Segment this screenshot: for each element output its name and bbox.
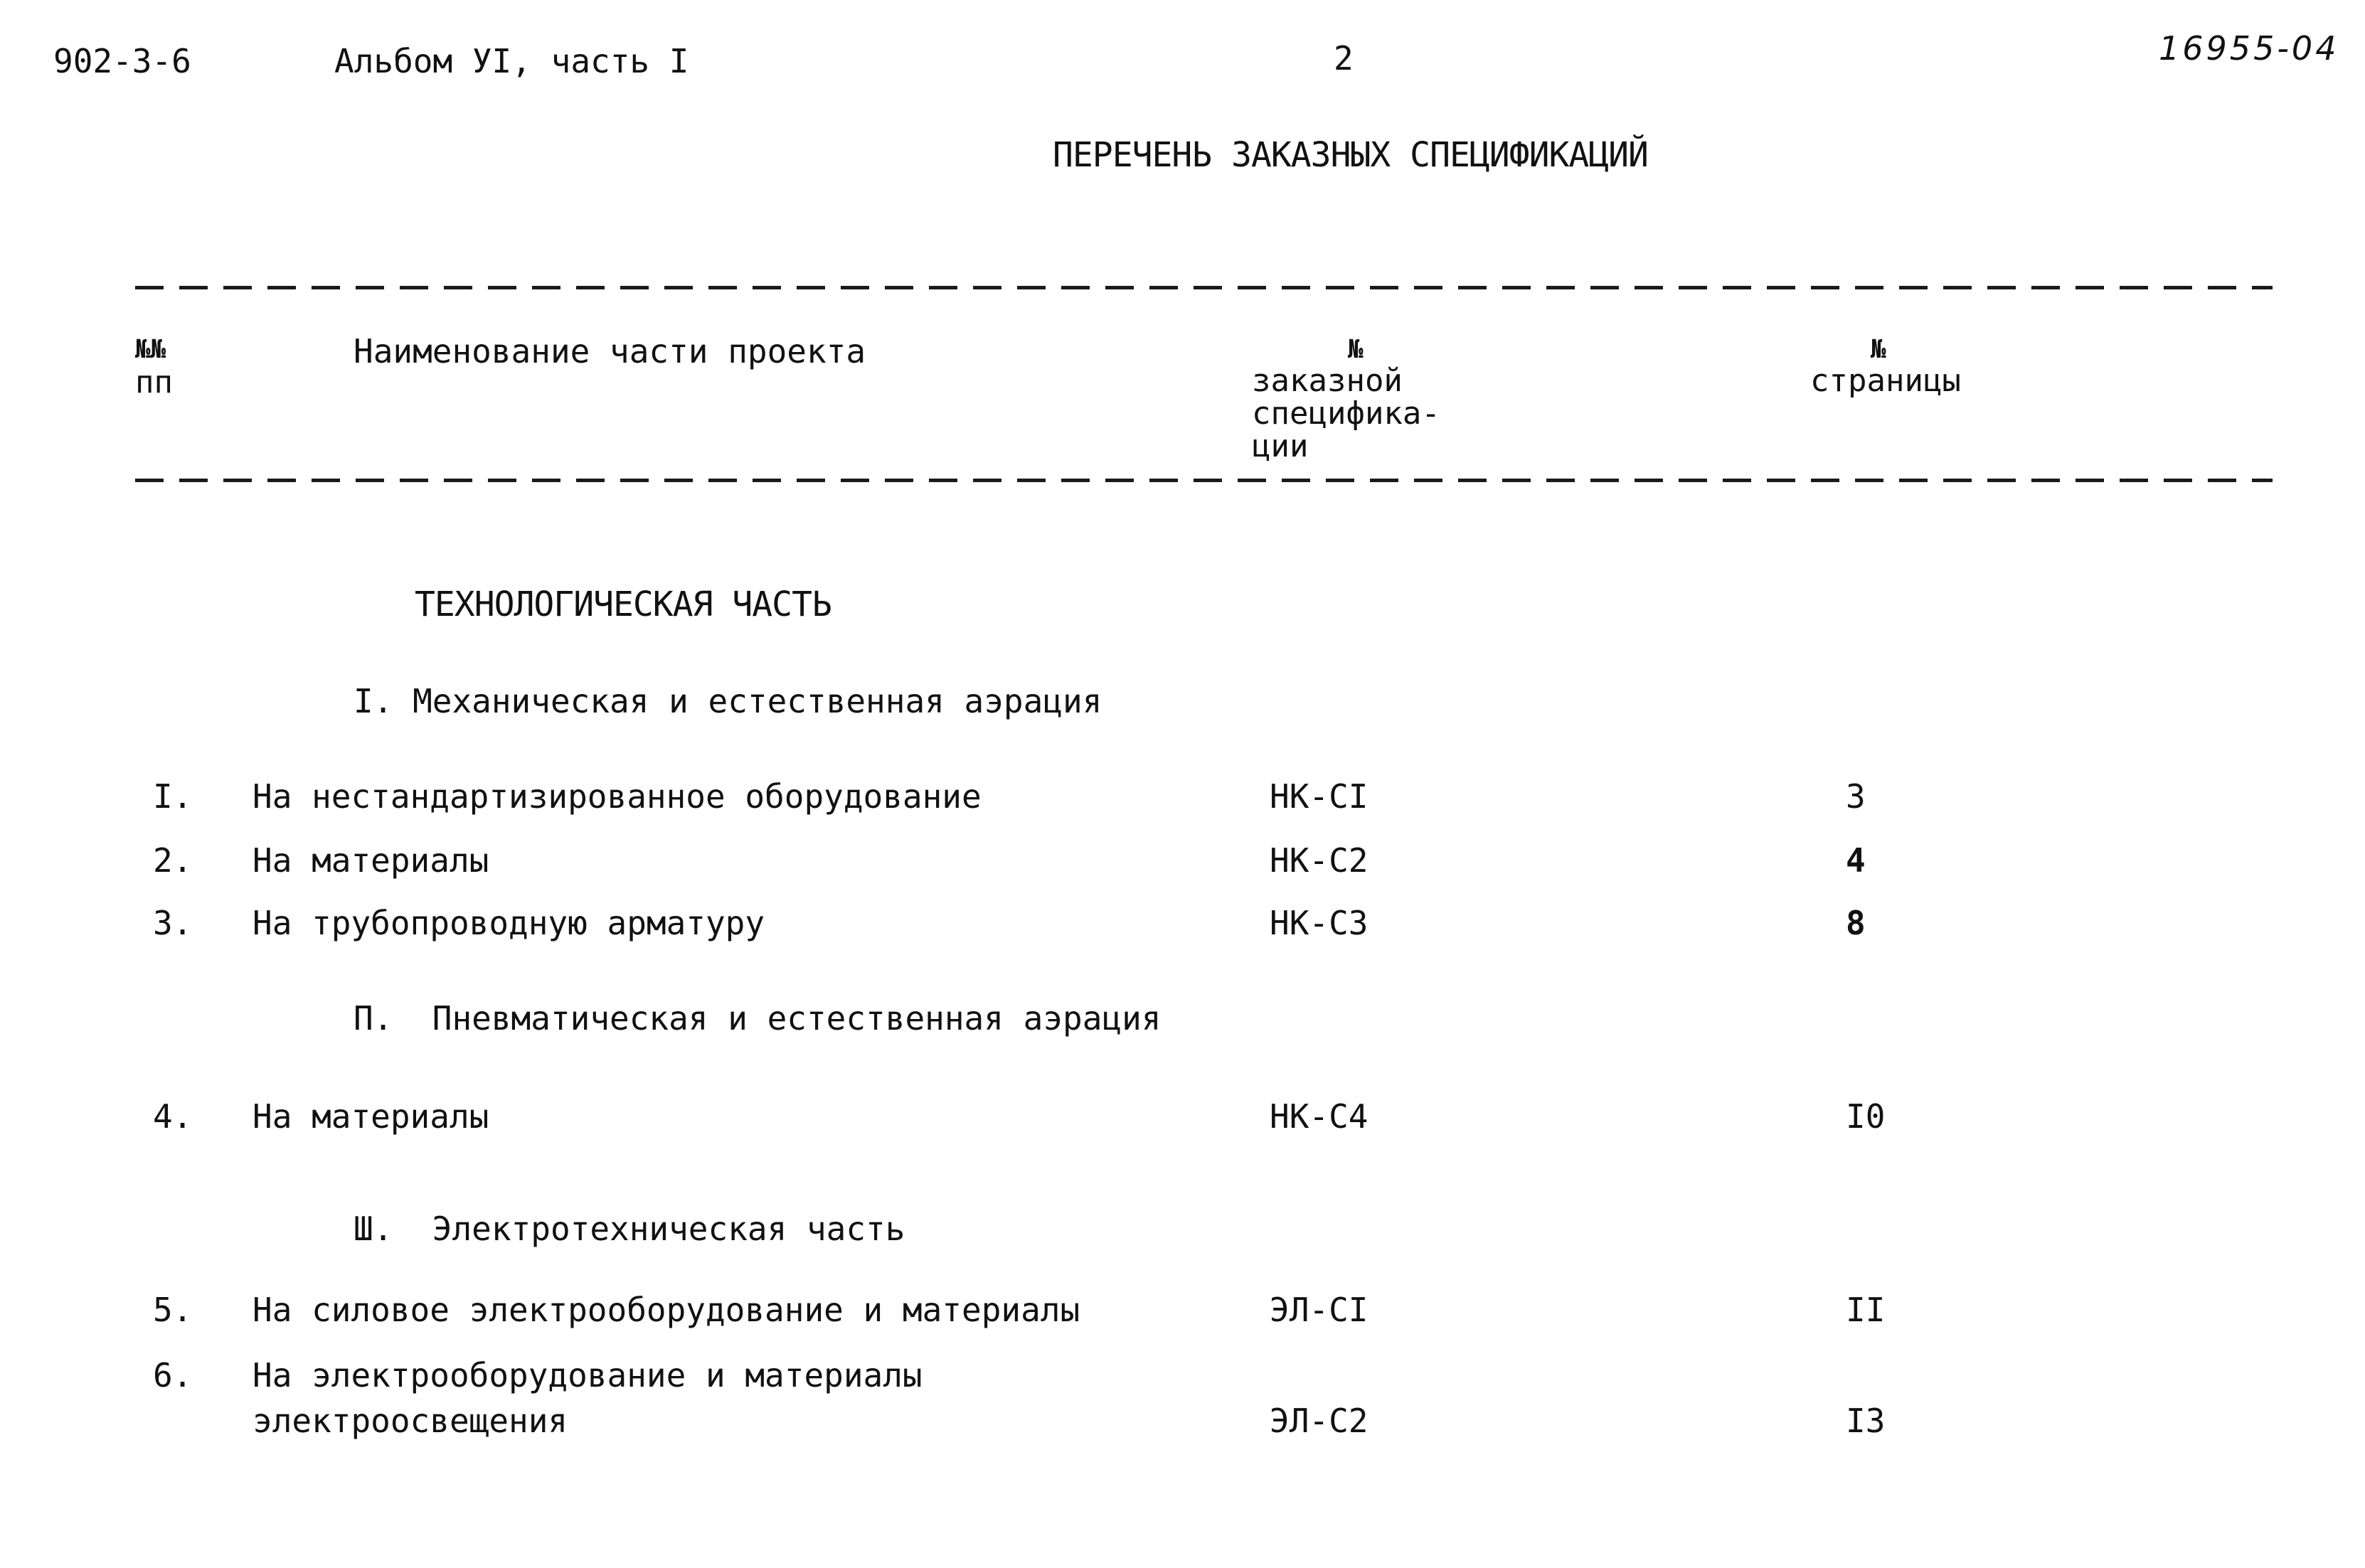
row-spec: ЭЛ-СI	[1270, 1291, 1368, 1329]
row-page: I3	[1846, 1402, 1886, 1440]
col-spec-header-line4: ции	[1252, 428, 1309, 464]
row-spec: НК-СI	[1270, 777, 1368, 816]
row-spec: ЭЛ-С2	[1270, 1402, 1368, 1440]
row-number: 6.	[153, 1356, 193, 1394]
document-code: 902-3-6	[53, 42, 191, 80]
row-number: 2.	[153, 841, 193, 880]
album-label: Альбом УI, часть I	[334, 42, 689, 80]
col-spec-header-line1: №	[1348, 335, 1364, 364]
row-number: 5.	[153, 1291, 193, 1329]
row-number: I.	[153, 777, 193, 816]
row-name: На силовое электрооборудование и материалы	[253, 1291, 1080, 1329]
col-spec-header-line3: специфика-	[1252, 395, 1440, 432]
row-page: II	[1846, 1291, 1886, 1329]
row-name: На материалы	[253, 1097, 489, 1136]
col-spec-header-line2: заказной	[1252, 363, 1403, 399]
header-bottom-rule	[135, 479, 2273, 482]
col-num-header-line1: №№	[135, 335, 166, 364]
row-page: 8	[1846, 904, 1866, 942]
row-name-line1: На электрооборудование и материалы	[253, 1356, 923, 1394]
section-title-1: I. Механическая и естественная аэрация	[354, 682, 1102, 720]
col-name-header: Наименование части проекта	[354, 332, 866, 370]
col-page-header-line1: №	[1871, 335, 1886, 364]
page-title: ПЕРЕЧЕНЬ ЗАКАЗНЫХ СПЕЦИФИКАЦИЙ	[1053, 135, 1648, 175]
row-page: 4	[1846, 841, 1866, 880]
archive-number: 16955-04	[2159, 29, 2339, 68]
row-page: 3	[1846, 777, 1866, 816]
col-num-header-line2: пп	[135, 364, 173, 400]
col-page-header-line2: страницы	[1810, 363, 1961, 399]
row-page: I0	[1846, 1097, 1886, 1136]
row-name: На материалы	[253, 841, 489, 880]
row-name-line2: электроосвещения	[253, 1402, 568, 1440]
row-number: 4.	[153, 1097, 193, 1136]
page-number: 2	[1334, 39, 1354, 78]
row-name: На трубопроводную арматуру	[253, 904, 765, 942]
row-name: На нестандартизированное оборудование	[253, 777, 982, 816]
row-number: 3.	[153, 904, 193, 942]
section-title-3: Ш. Электротехническая часть	[354, 1210, 905, 1248]
header-top-rule	[135, 286, 2273, 289]
section-title-2: П. Пневматическая и естественная аэрация	[354, 999, 1162, 1038]
row-spec: НК-С2	[1270, 841, 1368, 880]
row-spec: НК-С4	[1270, 1097, 1368, 1136]
row-spec: НК-С3	[1270, 904, 1368, 942]
part-title: ТЕХНОЛОГИЧЕСКАЯ ЧАСТЬ	[415, 585, 831, 624]
